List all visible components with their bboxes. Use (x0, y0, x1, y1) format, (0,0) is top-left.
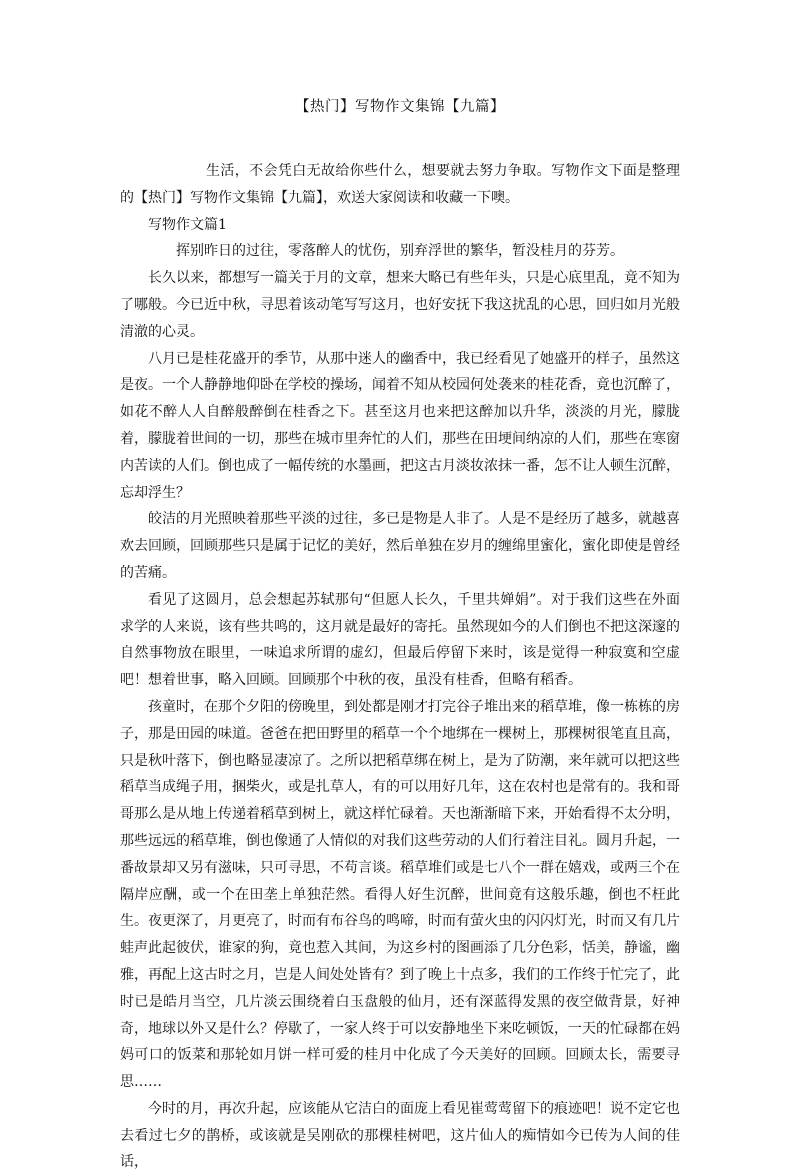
paragraph-4: 看见了这圆月，总会想起苏轼那句“但愿人长久，千里共婵娟”。对于我们这些在外面求学的人来说，该有些共鸣的，这月就是最好的寄托。虽然现如今的人们倒也不把这深邃的自然事物放在眼里，一味追求所谓的虚幻，但最后停留下来时，该是觉得一种寂寞和空虚吧！想着世事，略入回顾。回顾那个中秋的夜，虽没有桂香，但略有稻香。 (120, 591, 680, 689)
section-heading: 写物作文篇1 (148, 216, 227, 233)
section-subtitle: 挥别昨日的过往，零落醉人的忧伤，别弃浮世的繁华，暂没桂月的芬芳。 (176, 243, 624, 260)
paragraph-1: 长久以来，都想写一篇关于月的文章，想来大略已有些年头，只是心底里乱，竟不知为了哪般。今已近中秋，寻思着该动笔写写这月，也好安抚下我这扰乱的心思，回归如月光般清澈的心灵。 (120, 270, 680, 340)
paragraph-3: 皎洁的月光照映着那些平淡的过往，多已是物是人非了。人是不是经历了越多，就越喜欢去回顾，回顾那些只是属于记忆的美好，然后单独在岁月的缠绵里蜜化，蜜化即使是曾经的苦痛。 (120, 511, 680, 581)
intro-paragraph: 生活，不会凭白无故给你些什么，想要就去努力争取。写物作文下面是整理的【热门】写物作文集锦【九篇】，欢送大家阅读和收藏一下噢。 (120, 163, 680, 206)
document-body (120, 158, 680, 1176)
paragraph-6: 今时的月，再次升起，应该能从它洁白的面庞上看见崔莺莺留下的痕迹吧！说不定它也去看过七夕的鹊桥，或该就是吴刚砍的那棵桂树吧，这片仙人的痴情如今已传为人间的佳话， (120, 1100, 680, 1171)
paragraph-5: 孩童时，在那个夕阳的傍晚里，到处都是刚才打完谷子堆出来的稻草堆，像一栋栋的房子，那是田园的味道。爸爸在把田野里的稻草一个个地绑在一棵树上，那棵树很笔直且高，只是秋叶落下，倒也略显凄凉了。之所以把稻草绑在树上，是为了防潮，来年就可以把这些稻草当成绳子用，捆柴火，或是扎草人，有的可以用好几年，这在农村也是常有的。我和哥哥那么是从地上传递着稻草到树上，就这样忙碌着。天也渐渐暗下来，开始看得不太分明，那些远远的稻草堆，倒也像通了人情似的对我们这些劳动的人们行着注目礼。圆月升起，一番故景却又另有滋味，只可寻思，不苟言谈。稻草堆们或是七八个一群在嬉戏，或两三个在隔岸应酬，或一个在田垄上单独茫然。看得人好生沉醉，世间竟有这般乐趣，倒也不枉此生。夜更深了，月更亮了，时而有布谷鸟的鸣啼，时而有萤火虫的闪闪灯光，时而又有几片蛙声此起彼伏，谁家的狗，竟也惹入其间，为这乡村的图画添了几分色彩，恬美，静谧，幽雅，再配上这古时之月，岂是人间处处皆有？到了晚上十点多，我们的工作终于忙完了，此时已是皓月当空，几片淡云围绕着白玉盘般的仙月，还有深蓝得发黑的夜空做背景，好神奇，地球以外又是什么？停歇了，一家人终于可以安静地坐下来吃顿饭，一天的忙碌都在妈妈可口的饭菜和那轮如月饼一样可爱的桂月中化成了今天美好的回顾。回顾太长，需要寻思…… (120, 698, 680, 1091)
document-title: 【热门】写物作文集锦【九篇】 (295, 99, 505, 115)
paragraph-2: 八月已是桂花盛开的季节，从那中迷人的幽香中，我已经看见了她盛开的样子，虽然这是夜。一个人静静地仰卧在学校的操场，闻着不知从校园何处袭来的桂花香，竟也沉醉了，如花不醉人人自醉般醉倒在桂香之下。甚至这月也来把这醉加以升华，淡淡的月光，朦胧着，朦胧着世间的一切，那些在城市里奔忙的人们，那些在田埂间纳凉的人们，那些在寒窗内苦读的人们。倒也成了一幅传统的水墨画，把这古月淡妆浓抹一番，怎不让人顿生沉醉，忘却浮生？ (120, 350, 680, 501)
